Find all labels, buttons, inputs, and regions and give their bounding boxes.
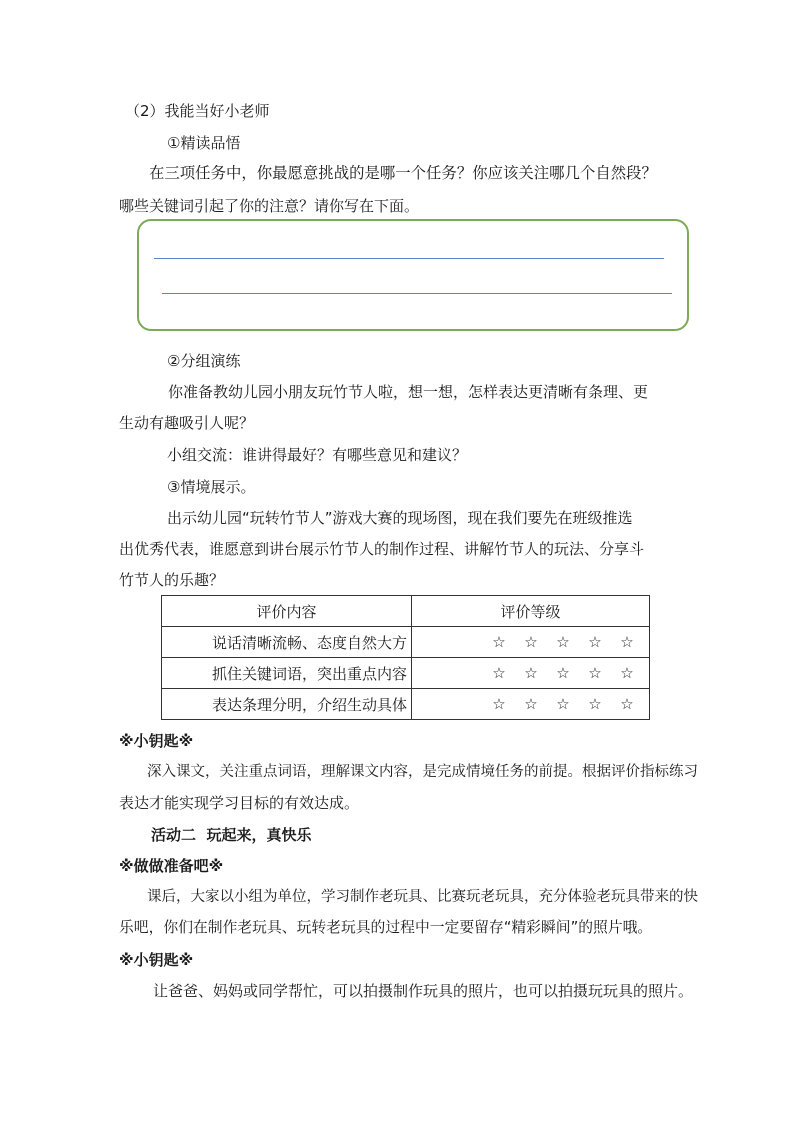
activity2-title: 活动二 玩起来，真快乐 xyxy=(151,826,312,844)
step2-title: ②分组演练 xyxy=(167,352,241,370)
star-rating xyxy=(412,658,650,689)
star-icon[interactable]: ☆ xyxy=(620,695,634,713)
writing-line xyxy=(162,293,672,294)
star-icon[interactable]: ☆ xyxy=(620,633,634,651)
header-content: 评价内容 xyxy=(162,596,412,627)
step1-title: ①精读品悟 xyxy=(167,134,241,152)
activity2-line2: 乐吧，你们在制作老玩具、玩转老玩具的过程中一定要留存“精彩瞬间”的照片哦。 xyxy=(119,919,653,936)
star-icon[interactable]: ☆ xyxy=(556,664,570,682)
writing-line xyxy=(154,258,664,259)
row-content: 说话清晰流畅、态度自然大方 xyxy=(162,627,412,658)
star-icon[interactable]: ☆ xyxy=(556,695,570,713)
star-icon[interactable]: ☆ xyxy=(556,633,570,651)
step3-title: ③情境展示。 xyxy=(167,478,256,496)
row-content: 表达条理分明，介绍生动具体 xyxy=(162,689,412,720)
star-icon[interactable]: ☆ xyxy=(588,633,602,651)
step1-line1: 在三项任务中，你最愿意挑战的是哪一个任务？你应该关注哪几个自然段？ xyxy=(149,164,657,182)
star-rating xyxy=(412,689,650,720)
answer-box[interactable] xyxy=(137,219,689,331)
star-icon[interactable]: ☆ xyxy=(524,633,538,651)
table-row xyxy=(162,658,650,689)
step3-line2: 出优秀代表，谁愿意到讲台展示竹节人的制作过程、讲解竹节人的玩法、分享斗 xyxy=(119,540,645,558)
tip1-heading: ※小钥匙※ xyxy=(119,732,194,750)
prep-heading: ※做做准备吧※ xyxy=(119,857,224,875)
step1-line2: 哪些关键词引起了你的注意？请你写在下面。 xyxy=(119,197,420,215)
step2-line1: 你准备教幼儿园小朋友玩竹节人啦，想一想，怎样表达更清晰有条理、更 xyxy=(168,383,649,401)
tip2-heading: ※小钥匙※ xyxy=(119,951,194,969)
tip1-line1: 深入课文，关注重点词语，理解课文内容，是完成情境任务的前提。根据评价指标练习 xyxy=(147,764,698,780)
header-grade: 评价等级 xyxy=(412,596,650,627)
step2-line2: 生动有趣吸引人呢？ xyxy=(119,414,255,432)
activity2-line1: 课后，大家以小组为单位，学习制作老玩具、比赛玩老玩具，充分体验老玩具带来的快 xyxy=(147,889,698,905)
star-icon[interactable]: ☆ xyxy=(588,695,602,713)
table-header-row xyxy=(162,596,650,627)
star-icon[interactable]: ☆ xyxy=(492,633,506,651)
section-title: （2）我能当好小老师 xyxy=(125,102,270,120)
star-icon[interactable]: ☆ xyxy=(524,664,538,682)
step2-line3: 小组交流：谁讲得最好？有哪些意见和建议？ xyxy=(167,446,468,464)
tip2-line1: 让爸爸、妈妈或同学帮忙，可以拍摄制作玩具的照片，也可以拍摄玩玩具的照片。 xyxy=(153,982,694,1000)
tip1-line2: 表达才能实现学习目标的有效达成。 xyxy=(119,794,360,812)
row-content: 抓住关键词语，突出重点内容 xyxy=(162,658,412,689)
table-row xyxy=(162,627,650,658)
star-icon[interactable]: ☆ xyxy=(492,664,506,682)
evaluation-table xyxy=(161,595,650,720)
star-icon[interactable]: ☆ xyxy=(588,664,602,682)
star-rating xyxy=(412,627,650,658)
table-row xyxy=(162,689,650,720)
step3-line1: 出示幼儿园“玩转竹节人”游戏大赛的现场图，现在我们要先在班级推选 xyxy=(167,509,633,527)
step3-line3: 竹节人的乐趣？ xyxy=(119,571,225,589)
star-icon[interactable]: ☆ xyxy=(524,695,538,713)
star-icon[interactable]: ☆ xyxy=(492,695,506,713)
star-icon[interactable]: ☆ xyxy=(620,664,634,682)
